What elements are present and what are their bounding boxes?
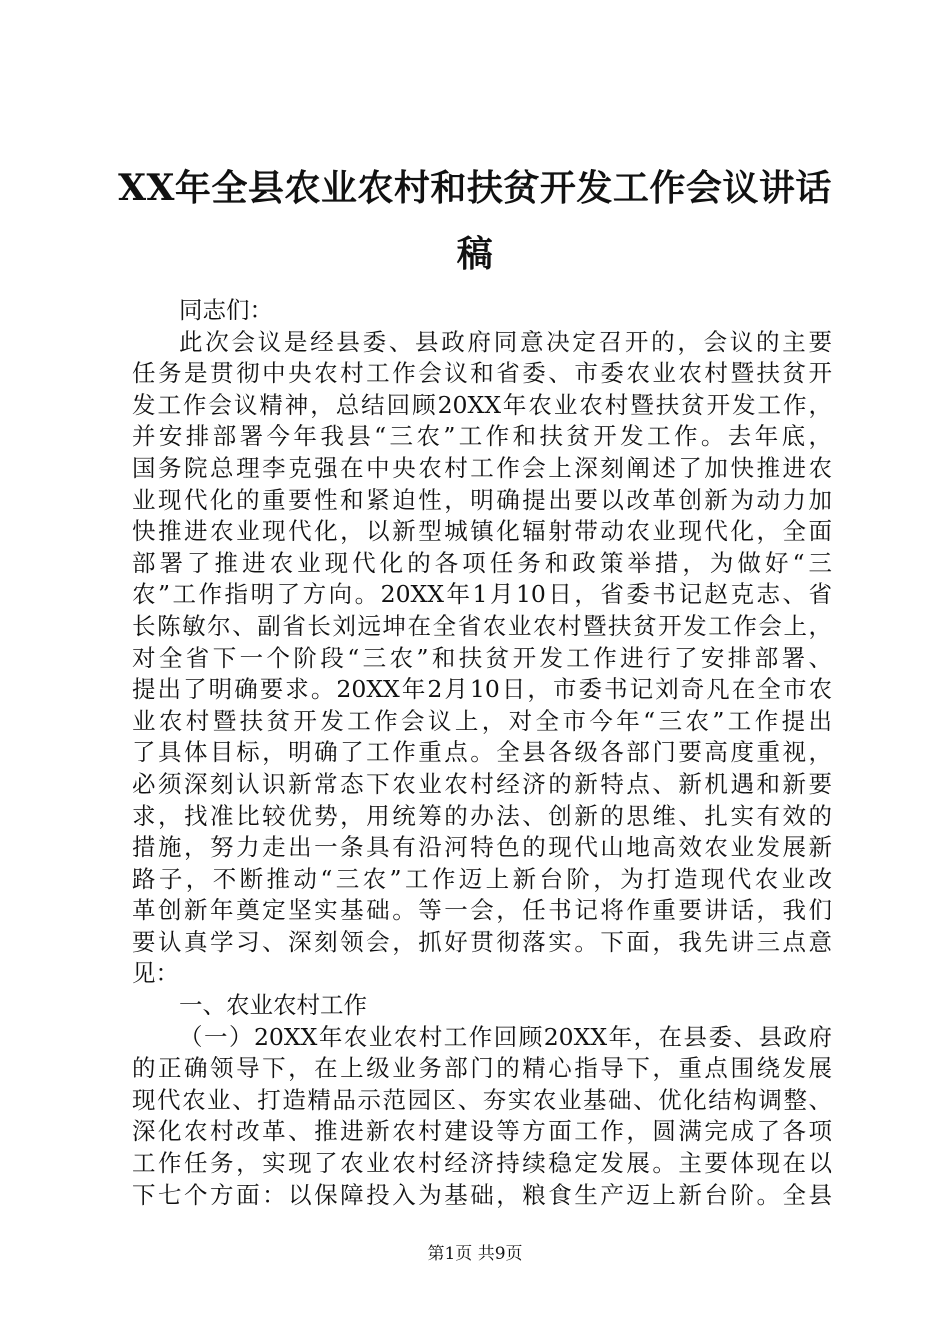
paragraph-line: 快推进农业现代化，以新型城镇化辐射带动农业现代化，全面 [132, 517, 832, 546]
paragraph-line: 求，找准比较优势，用统筹的办法、创新的思维、扎实有效的 [132, 801, 832, 830]
paragraph-line: 路子，不断推动“三农”工作迈上新台阶，为打造现代农业改 [132, 864, 832, 893]
title-line-2: 稿 [456, 233, 494, 275]
paragraph-line: 了具体目标，明确了工作重点。全县各级各部门要高度重视， [132, 738, 832, 767]
paragraph-line: 发工作会议精神，总结回顾20XX年农业农村暨扶贫开发工作， [132, 390, 832, 419]
section-heading: 一、农业农村工作 [179, 991, 367, 1020]
paragraph-line: 工作任务，实现了农业农村经济持续稳定发展。主要体现在以 [132, 1149, 832, 1178]
document-title [110, 155, 840, 287]
paragraph-line: 现代农业、打造精品示范园区、夯实农业基础、优化结构调整、 [132, 1085, 832, 1114]
paragraph-line: 业农村暨扶贫开发工作会议上，对全市今年“三农”工作提出 [132, 706, 832, 735]
paragraph-line: 国务院总理李克强在中央农村工作会上深刻阐述了加快推进农 [132, 453, 832, 482]
document-body [132, 295, 832, 1211]
paragraph-line: 部署了推进农业现代化的各项任务和政策举措，为做好“三 [132, 548, 832, 577]
paragraph-line: 深化农村改革、推进新农村建设等方面工作，圆满完成了各项 [132, 1117, 832, 1146]
paragraph-line: 农”工作指明了方向。20XX年1月10日，省委书记赵克志、省 [132, 580, 832, 609]
paragraph-line: 下七个方面：以保障投入为基础，粮食生产迈上新台阶。全县 [132, 1180, 832, 1209]
paragraph-line: 必须深刻认识新常态下农业农村经济的新特点、新机遇和新要 [132, 769, 832, 798]
paragraph-line: 要认真学习、深刻领会，抓好贯彻落实。下面，我先讲三点意 [132, 927, 832, 956]
paragraph-line: 提出了明确要求。20XX年2月10日，市委书记刘奇凡在全市农 [132, 675, 832, 704]
paragraph-line: 措施，努力走出一条具有沿河特色的现代山地高效农业发展新 [132, 833, 832, 862]
paragraph-line: 长陈敏尔、副省长刘远坤在全省农业农村暨扶贫开发工作会上， [132, 611, 832, 640]
page-footer: 第1页 共9页 [427, 1244, 523, 1264]
subsection-heading: （一）20XX年农业农村工作回顾20XX年，在县委、县政府 [179, 1022, 832, 1051]
paragraph-line: 任务是贯彻中央农村工作会议和省委、市委农业农村暨扶贫开 [132, 359, 832, 388]
paragraph-line: 业现代化的重要性和紧迫性，明确提出要以改革创新为动力加 [132, 485, 832, 514]
paragraph-line: 革创新年奠定坚实基础。等一会，任书记将作重要讲话，我们 [132, 896, 832, 925]
paragraph-line: 此次会议是经县委、县政府同意决定召开的，会议的主要 [179, 327, 832, 356]
paragraph-line: 见： [132, 959, 179, 988]
paragraph-line: 并安排部署今年我县“三农”工作和扶贫开发工作。去年底， [132, 422, 832, 451]
title-line-1: XX年全县农业农村和扶贫开发工作会议讲话 [118, 167, 832, 209]
paragraph-line: 的正确领导下，在上级业务部门的精心指导下，重点围绕发展 [132, 1054, 832, 1083]
salutation: 同志们： [179, 296, 273, 324]
paragraph-line: 对全省下一个阶段“三农”和扶贫开发工作进行了安排部署、 [132, 643, 832, 672]
